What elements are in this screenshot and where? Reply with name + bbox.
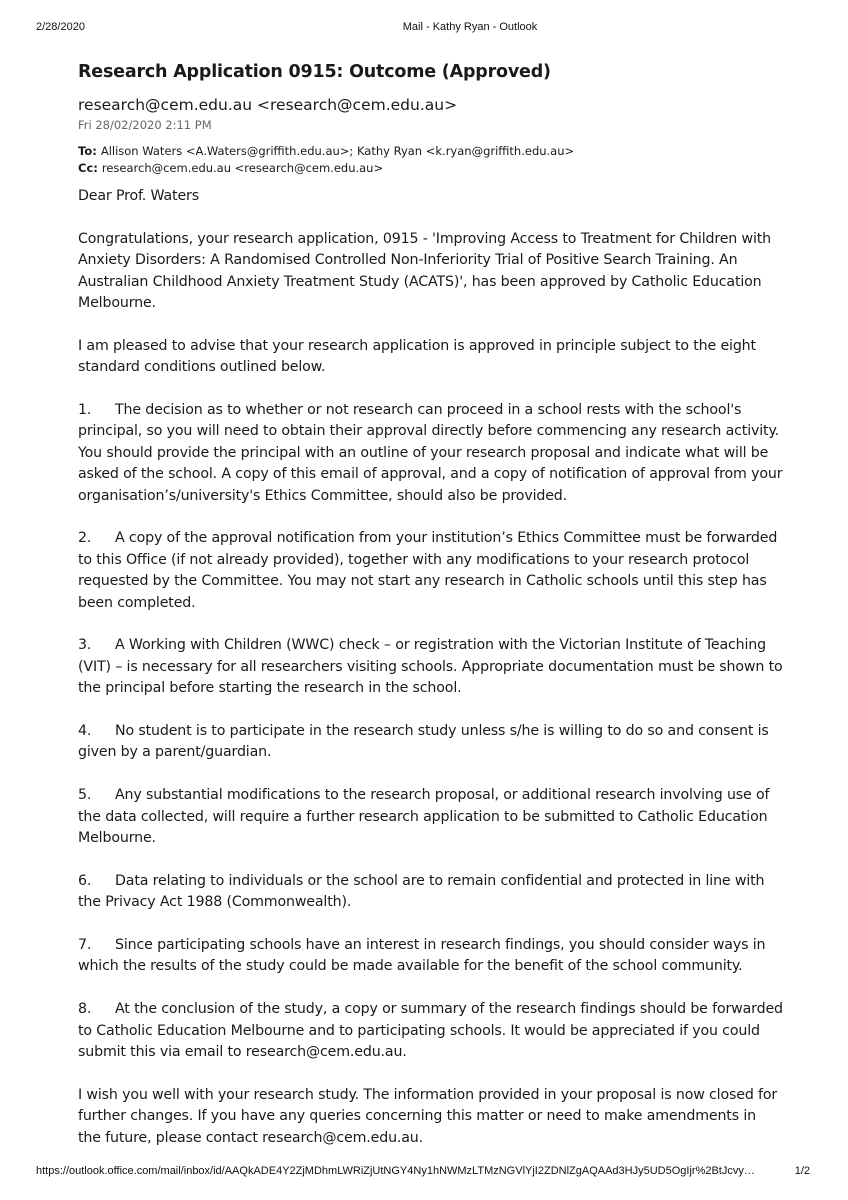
condition-item <box>78 400 783 507</box>
condition-text: The decision as to whether or not research can proceed in a school rests with the school's principal, so you will need to obtain their approval directly before commencing any research activity. You should provide the principal with an outline of your research proposal and indicate what will be asked of the school. A copy of this email of approval, and a copy of notification of approval from your organisation’s/university's Ethics Committee, should also be provided. <box>78 402 783 504</box>
condition-number: 4. <box>78 723 92 740</box>
page-number: 1/2 <box>794 1165 810 1177</box>
conditions-intro: I am pleased to advise that your research application is approved in principle subject to the eight standard conditions outlined below. <box>78 337 756 376</box>
condition-text: No student is to participate in the research study unless s/he is willing to do so and consent is given by a parent/guardian. <box>78 723 769 761</box>
print-footer <box>0 1165 848 1179</box>
condition-text: A copy of the approval notification from your institution’s Ethics Committee must be forwarded to this Office (if not already provided), together with any modifications to your research protocol requested by the Committee. You may not start any research in Catholic schools until this step has been completed. <box>78 530 778 611</box>
condition-text: A Working with Children (WWC) check – or registration with the Victorian Institute of Teaching (VIT) – is necessary for all researchers visiting schools. Appropriate documentation must be shown to the principal before starting the research in the school. <box>78 637 783 697</box>
cc-label: Cc: <box>78 161 98 175</box>
condition-number: 3. <box>78 637 92 654</box>
closing-paragraph: I wish you well with your research study. The information provided in your proposal is now closed for further changes. If you have any queries concerning this matter or need to make amendments in the future, please contact research@cem.edu.au. <box>78 1086 778 1146</box>
condition-item <box>78 871 783 914</box>
email-sender[interactable]: research@cem.edu.au <research@cem.edu.au> <box>78 96 458 114</box>
condition-number: 6. <box>78 872 92 889</box>
condition-item <box>78 528 783 614</box>
email-subject: Research Application 0915: Outcome (Approved) <box>78 62 551 82</box>
greeting: Dear Prof. Waters <box>78 188 199 204</box>
to-label: To: <box>78 144 97 158</box>
print-url: https://outlook.office.com/mail/inbox/id/AAQkADE4Y2ZjMDhmLWRiZjUtNGY4Ny1hNWMzLTMzNGVlYjI2ZDNlZgAQAAd3HJy5UD5OgIjr%2BtJcvy… <box>36 1165 755 1177</box>
condition-text: Since participating schools have an interest in research findings, you should consider ways in which the results of the study could be made available for the benefit of the school community. <box>78 937 766 975</box>
condition-item <box>78 721 783 764</box>
condition-item <box>78 935 783 978</box>
print-header <box>0 21 848 35</box>
condition-number: 5. <box>78 787 92 804</box>
condition-item <box>78 785 783 849</box>
condition-number: 7. <box>78 937 92 954</box>
condition-text: At the conclusion of the study, a copy or summary of the research findings should be forwarded to Catholic Education Melbourne and to participating schools. It would be appreciated if you could submit this via email to research@cem.edu.au. <box>78 1001 783 1061</box>
to-recipients[interactable]: Allison Waters <A.Waters@griffith.edu.au>; Kathy Ryan <k.ryan@griffith.edu.au> <box>100 144 575 158</box>
intro-paragraph: Congratulations, your research application, 0915 - 'Improving Access to Treatment for Children with Anxiety Disorders: A Randomised Controlled Non-Inferiority Trial of Positive Search Training. An Australian Childhood Anxiety Treatment Study (ACATS)', has been approved by Catholic Education Melbourne. <box>78 230 772 312</box>
condition-text: Any substantial modifications to the research proposal, or additional research involving use of the data collected, will require a further research application to be submitted to Catholic Education Melbourne. <box>78 787 770 847</box>
print-title: Mail - Kathy Ryan - Outlook <box>402 21 538 33</box>
email-sent-date: Fri 28/02/2020 2:11 PM <box>78 118 212 132</box>
condition-item <box>78 999 783 1063</box>
cc-recipients[interactable]: research@cem.edu.au <research@cem.edu.au> <box>101 161 384 175</box>
condition-number: 1. <box>78 402 92 419</box>
condition-number: 2. <box>78 530 92 547</box>
email-message <box>78 62 783 1171</box>
condition-item <box>78 635 783 699</box>
condition-number: 8. <box>78 1001 92 1018</box>
condition-text: Data relating to individuals or the school are to remain confidential and protected in line with the Privacy Act 1988 (Commonwealth). <box>78 872 765 911</box>
print-date: 2/28/2020 <box>36 21 85 33</box>
email-cc-line <box>78 161 783 175</box>
email-to-line <box>78 144 783 158</box>
email-body <box>78 186 783 1149</box>
conditions-list <box>78 400 783 1063</box>
